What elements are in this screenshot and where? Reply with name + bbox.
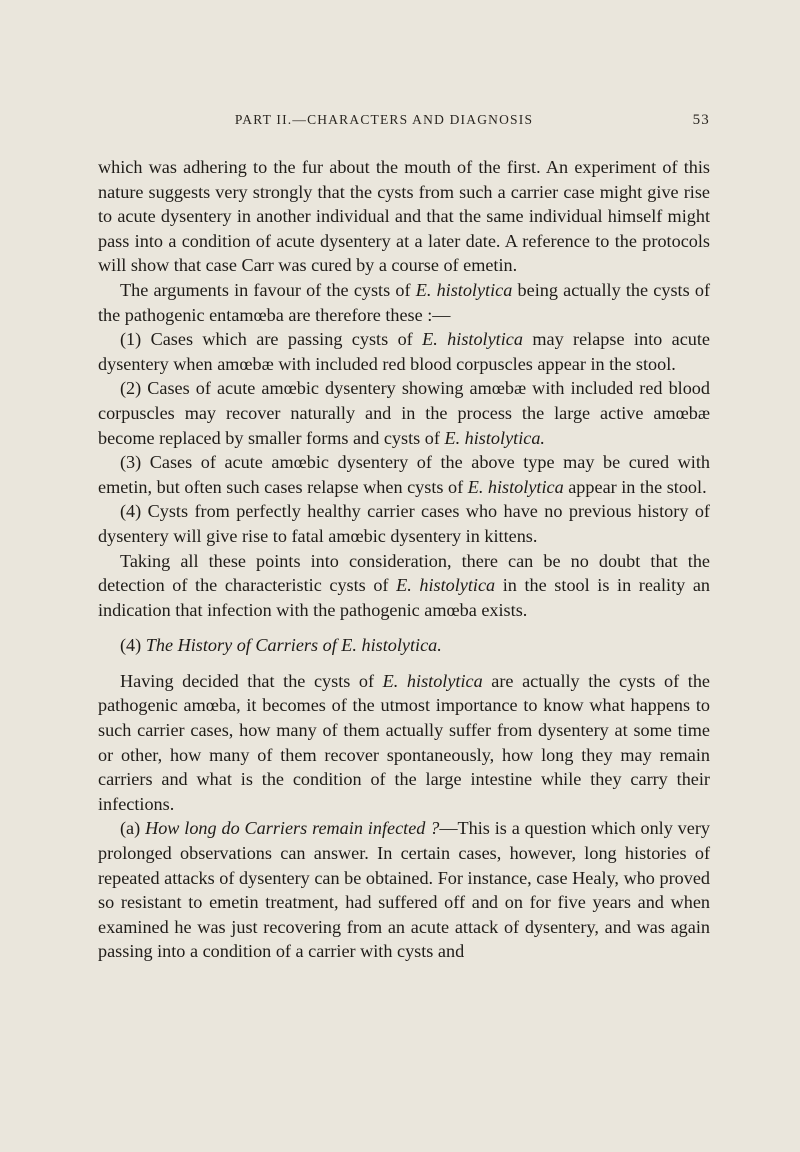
subsection-title: How long do Carriers remain infected ? xyxy=(145,818,440,839)
section-heading xyxy=(98,633,710,658)
species-name: E. histolytica xyxy=(467,476,564,497)
text-run: are actually the cysts of the pathogenic amœba, it becomes of the utmost importance to know what happens to such carrier cases, how many of them actually suffer from dysentery at some time or other, how many of them recover spontaneously, how long they may remain carriers and what is the condition of the large intestine while they carry their infections. xyxy=(98,670,710,814)
body-text xyxy=(98,155,710,964)
paragraph-arguments-intro xyxy=(98,278,710,327)
text-run: (2) Cases of acute amœbic dysentery showing amœbæ with included red blood corpuscles may recover naturally and in the process the large active amœbæ become replaced by smaller forms and cysts of xyxy=(98,378,710,448)
species-name: E. histolytica xyxy=(422,329,523,350)
section-number: (4) xyxy=(120,635,146,656)
page-number: 53 xyxy=(692,112,710,128)
subsection-label: (a) xyxy=(120,818,146,839)
text-run: appear in the stool. xyxy=(563,476,707,497)
species-name: E. histolytica xyxy=(382,670,483,691)
argument-item-2 xyxy=(98,376,710,450)
species-name: E. histolytica xyxy=(415,279,513,300)
species-name: E. histolytica xyxy=(396,575,496,596)
text-run: Taking all these points into consideration, there can be no doubt that the detection of the characteristic cysts of xyxy=(98,550,710,596)
paragraph-how-long xyxy=(98,816,710,964)
text-run: (3) Cases of acute amœbic dysentery of the above type may be cured with emetin, but often such cases relapse when cysts of xyxy=(98,452,710,497)
text-run: The arguments in favour of the cysts of xyxy=(120,279,416,300)
text-run: may relapse into acute dysentery when amœbæ with included red blood corpuscles appear in the stool. xyxy=(98,329,710,374)
paragraph-conclusion xyxy=(98,549,710,623)
argument-item-1 xyxy=(98,327,710,376)
book-page xyxy=(98,112,710,964)
section-title: The History of Carriers of E. histolytica. xyxy=(145,635,442,656)
text-run: (1) Cases which are passing cysts of xyxy=(120,329,423,350)
text-run: Having decided that the cysts of xyxy=(120,670,383,691)
text-run: being actually the cysts of the pathogenic entamœba are therefore these :— xyxy=(98,279,710,325)
running-header xyxy=(98,112,710,132)
argument-item-4: (4) Cysts from perfectly healthy carrier cases who have no previous history of dysentery will give rise to fatal amœbic dysentery in kittens. xyxy=(98,501,710,546)
text-run: in the stool is in reality an indication that infection with the pathogenic amœba exists. xyxy=(98,575,710,620)
argument-item-3 xyxy=(98,450,710,499)
paragraph-carriers xyxy=(98,669,710,817)
text-run: —This is a question which only very prolonged observations can answer. In certain cases, however, long histories of repeated attacks of dysentery can be obtained. For instance, case Healy, who proved so resistant to emetin treatment, had suffered off and on for five years and when examined he was just recovering from an acute attack of dysentery, and was again passing into a condition of a carrier with cysts and xyxy=(98,818,710,962)
running-title: PART II.—CHARACTERS AND DIAGNOSIS xyxy=(234,112,534,127)
species-name: E. histolytica. xyxy=(444,427,545,448)
paragraph-continuation: which was adhering to the fur about the mouth of the first. An experiment of this nature suggests very strongly that the cysts from such a carrier case might give rise to acute dysentery in another individual and that the same individual himself might pass into a condition of acute dysentery at a later date. A reference to the protocols will show that case Carr was cured by a course of emetin. xyxy=(98,157,710,276)
